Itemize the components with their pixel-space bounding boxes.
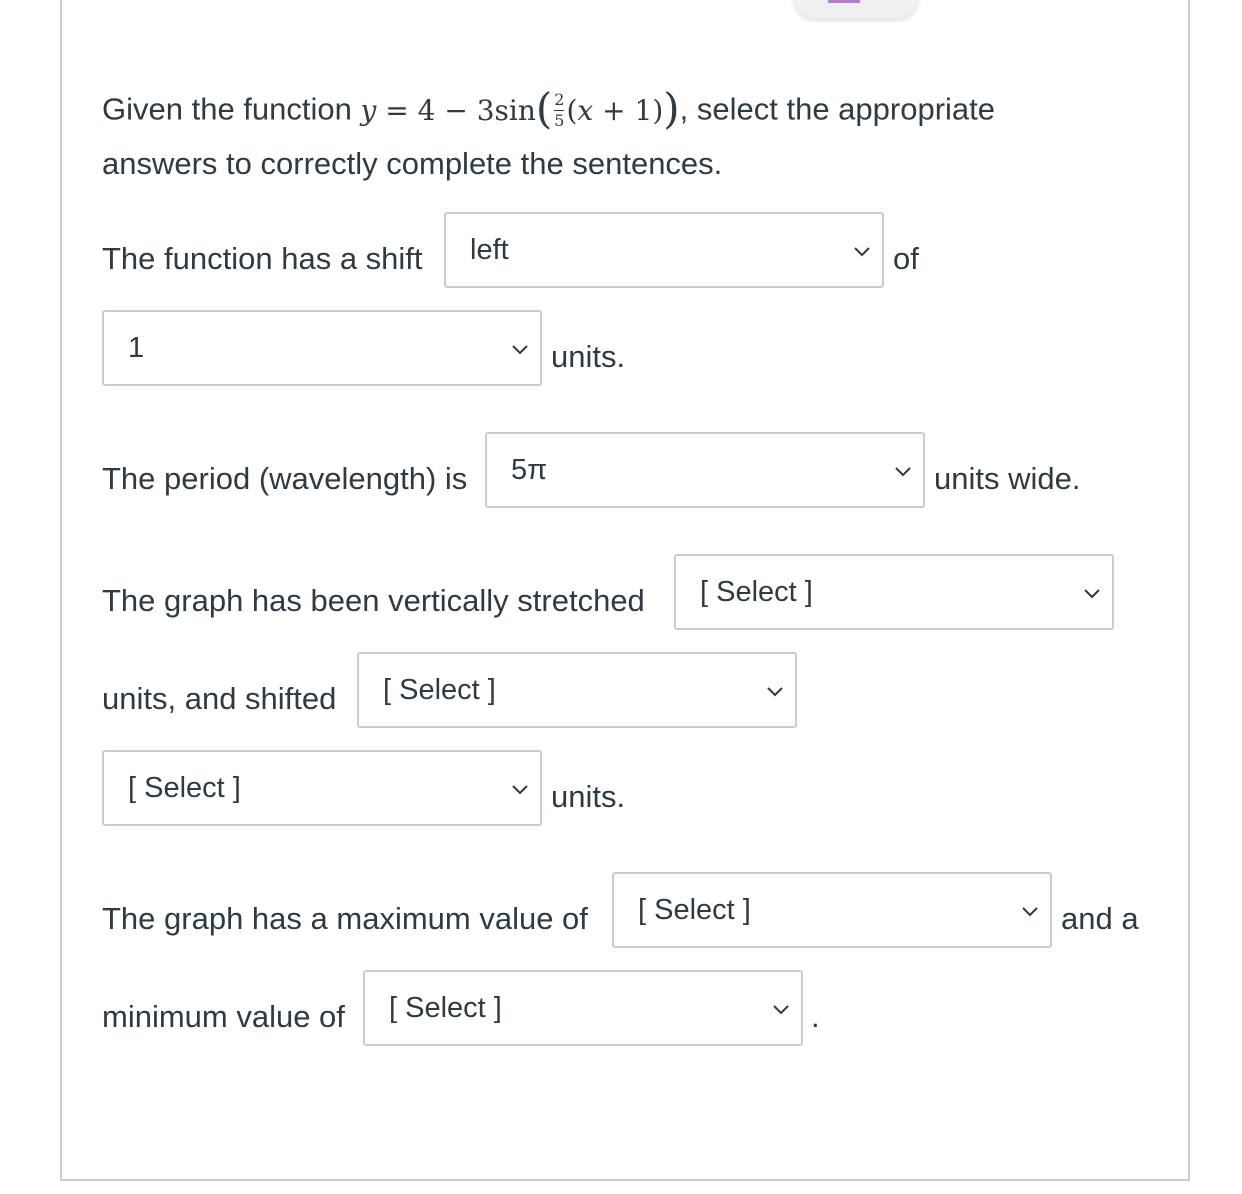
chevron-down-icon [1020, 904, 1040, 918]
chevron-down-icon [1082, 586, 1102, 600]
shift-amount-select[interactable] [102, 310, 542, 386]
shift-of-text: of [893, 241, 919, 276]
shifted-lead-text: units, and shifted [102, 681, 337, 716]
intro-tail: , select the appropriate [679, 91, 996, 127]
question-intro [102, 84, 996, 133]
chevron-down-icon [510, 342, 530, 356]
chevron-down-icon [893, 464, 913, 478]
period-value: 5π [511, 454, 548, 486]
bookmark-icon [828, 0, 860, 3]
period-select[interactable] [485, 432, 925, 508]
min-lead-text: minimum value of [102, 999, 345, 1034]
intro-line-2: answers to correctly complete the sentences. [102, 146, 723, 181]
min-value-select[interactable] [363, 970, 803, 1046]
max-lead-text: The graph has a maximum value of [102, 901, 588, 936]
intro-lead: Given the function [102, 91, 352, 127]
function-formula: y = 4 − 3sin( $\frac{2}{5}$ (x + 1)) [360, 84, 680, 133]
max-tail-text: and a [1061, 901, 1139, 936]
min-value-value: [ Select ] [389, 992, 502, 1024]
max-value-value: [ Select ] [638, 894, 751, 926]
max-value-select[interactable] [612, 872, 1052, 948]
fraction: $\frac{2}{5}$ [554, 89, 565, 130]
chevron-down-icon [765, 684, 785, 698]
stretch-lead-text: The graph has been vertically stretched [102, 583, 645, 618]
vertical-shift-direction-value: [ Select ] [383, 674, 496, 706]
period-lead-text: The period (wavelength) is [102, 461, 468, 496]
stretch-value: [ Select ] [700, 576, 813, 608]
shift-direction-select[interactable] [444, 212, 884, 288]
stretch-select[interactable] [674, 554, 1114, 630]
shift-direction-value: left [470, 234, 509, 266]
chevron-down-icon [852, 244, 872, 258]
vertical-shift-direction-select[interactable] [357, 652, 797, 728]
vertical-shift-amount-value: [ Select ] [128, 772, 241, 804]
chevron-down-icon [510, 782, 530, 796]
shift-amount-value: 1 [128, 332, 145, 364]
min-tail-text: . [811, 999, 820, 1034]
period-tail-text: units wide. [934, 461, 1081, 496]
units-text-1: units. [551, 339, 626, 374]
shift-lead-text: The function has a shift [102, 241, 423, 276]
chevron-down-icon [771, 1002, 791, 1016]
vertical-shift-amount-select[interactable] [102, 750, 542, 826]
units-text-2: units. [551, 779, 626, 814]
